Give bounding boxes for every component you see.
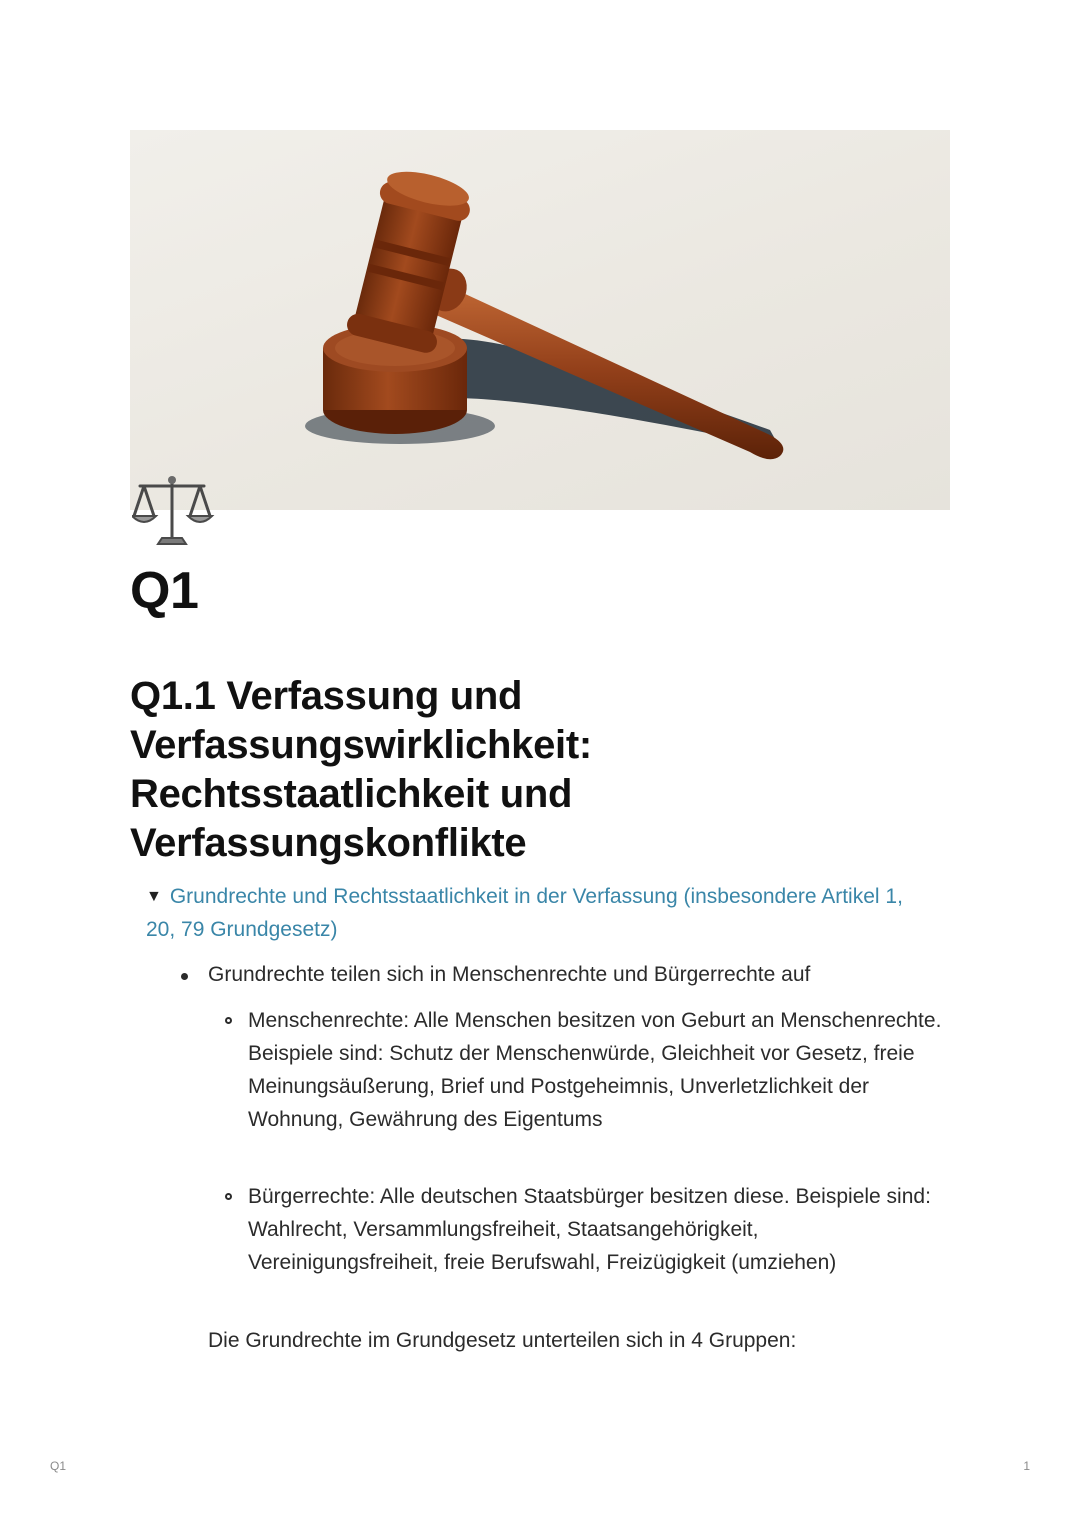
- menschenrechte-definition: Menschenrechte: Alle Menschen besitzen von Geburt an Menschenrechte.: [248, 1009, 942, 1032]
- menschenrechte-examples: Beispiele sind: Schutz der Menschenwürde, Gleichheit vor Gesetz, freie Meinungsäußerung, Brief und Postgeheimnis, Unverletzlichkeit der Wohnung, Gewährung des Eigentums: [248, 1042, 915, 1131]
- sub-bullet-menschenrechte: [248, 1004, 948, 1136]
- balance-scale-icon: [132, 472, 216, 552]
- sub-bullet-dot: [225, 1193, 232, 1200]
- groups-intro: Die Grundrechte im Grundgesetz unterteilen sich in 4 Gruppen:: [208, 1329, 797, 1352]
- toggle-block[interactable]: [146, 880, 926, 946]
- sub-bullet-dot: [225, 1017, 232, 1024]
- buergerrechte-definition: Bürgerrechte: Alle deutschen Staatsbürger besitzen diese. Beispiele sind:: [248, 1185, 931, 1208]
- bullet-dot: [181, 973, 188, 980]
- page-title: Q1: [130, 562, 199, 620]
- cover-image: [130, 130, 950, 510]
- footer-page-label: Q1: [50, 1459, 67, 1473]
- section-heading: Q1.1 Verfassung und Verfassungswirklichkeit: Rechtsstaatlichkeit und Verfassungskonflikte: [130, 674, 592, 865]
- footer-page-number: 1: [1023, 1459, 1030, 1473]
- sub-bullet-buergerrechte: [248, 1180, 948, 1279]
- buergerrechte-examples: Wahlrecht, Versammlungsfreiheit, Staatsangehörigkeit, Vereinigungsfreiheit, freie Berufswahl, Freizügigkeit (umziehen): [248, 1218, 837, 1274]
- bullet-grundrechte: Grundrechte teilen sich in Menschenrechte und Bürgerrechte auf: [208, 963, 811, 986]
- toggle-arrow-icon[interactable]: ▼: [146, 888, 162, 905]
- toggle-label[interactable]: Grundrechte und Rechtsstaatlichkeit in der Verfassung (insbesondere Artikel 1, 20, 79 Grundgesetz): [146, 885, 903, 941]
- gavel-illustration: [130, 130, 950, 510]
